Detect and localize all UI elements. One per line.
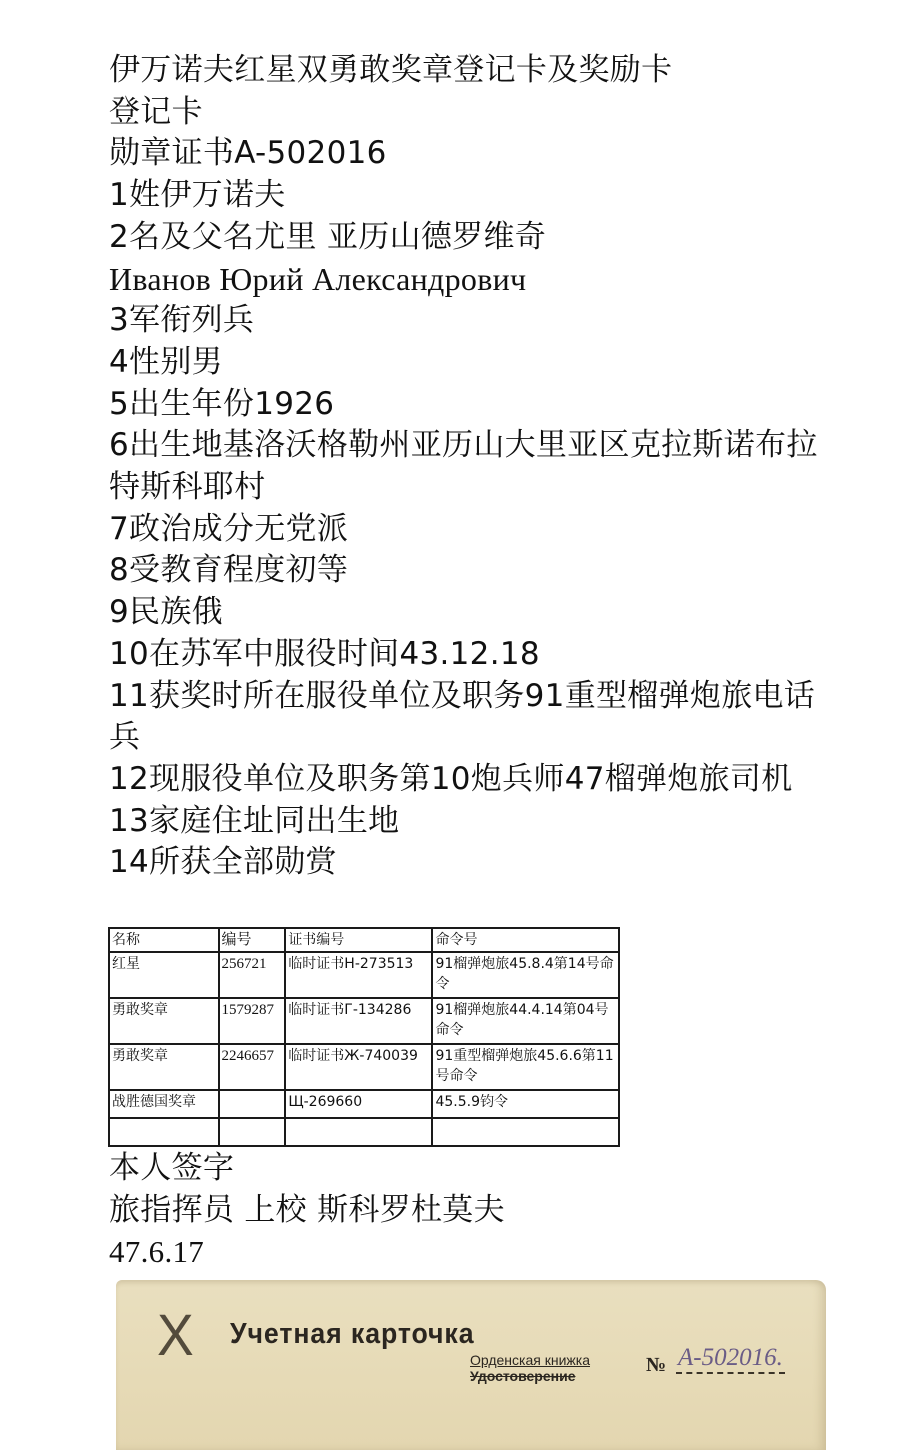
field-nationality: 9民族俄 bbox=[109, 594, 223, 631]
field-birth-year: 5出生年份1926 bbox=[109, 385, 335, 422]
cell-name: 红星 bbox=[109, 952, 219, 998]
table-row bbox=[109, 1044, 619, 1090]
cell-certificate: 临时证书Ж-740039 bbox=[285, 1044, 432, 1090]
field-sex: 4性别男 bbox=[109, 343, 223, 380]
cell-certificate: 临时证书H-273513 bbox=[285, 952, 432, 998]
signature-label: 本人签字 bbox=[109, 1150, 235, 1186]
table-row bbox=[109, 1090, 619, 1118]
handwritten-number: A-502016. bbox=[676, 1344, 785, 1374]
field-all-awards: 14所获全部勋赏 bbox=[109, 844, 337, 881]
cell-number: 256721 bbox=[219, 952, 286, 998]
field-service-start: 10在苏军中服役时间43.12.18 bbox=[109, 635, 540, 672]
field-home-address: 13家庭住址同出生地 bbox=[109, 802, 400, 839]
commander-line: 旅指挥员 上校 斯科罗杜莫夫 bbox=[109, 1191, 505, 1228]
cell-number: 2246657 bbox=[219, 1044, 286, 1090]
field-current-unit: 12现服役单位及职务第10炮兵师47榴弹炮旅司机 bbox=[109, 760, 793, 797]
certificate-number: 勋章证书A-502016 bbox=[109, 135, 387, 172]
table-header-row bbox=[109, 928, 619, 952]
cell-name: 战胜德国奖章 bbox=[109, 1090, 219, 1118]
field-name-russian: Иванов Юрий Александрович bbox=[109, 260, 527, 297]
cell-order bbox=[432, 1118, 619, 1146]
table-row-empty bbox=[109, 1118, 619, 1146]
scan-title: Учетная карточка bbox=[230, 1318, 475, 1350]
cell-number: 1579287 bbox=[219, 998, 286, 1044]
header-order: 命令号 bbox=[432, 928, 619, 952]
document-subtitle: 登记卡 bbox=[109, 93, 203, 130]
scan-book-label-struck: Удостоверение bbox=[470, 1368, 576, 1384]
document-body bbox=[109, 50, 839, 884]
signature-block bbox=[109, 1148, 505, 1273]
document-title: 伊万诺夫红星双勇敢奖章登记卡及奖励卡 bbox=[109, 52, 673, 88]
header-name: 名称 bbox=[109, 928, 219, 952]
cell-number bbox=[219, 1118, 286, 1146]
x-mark-icon: X bbox=[156, 1303, 194, 1368]
cell-name: 勇敢奖章 bbox=[109, 998, 219, 1044]
field-name-patronymic: 2名及父名尤里 亚历山德罗维奇 bbox=[109, 218, 547, 255]
cell-name: 勇敢奖章 bbox=[109, 1044, 219, 1090]
cell-name bbox=[109, 1118, 219, 1146]
cell-certificate: Щ-269660 bbox=[285, 1090, 432, 1118]
number-sign: № bbox=[646, 1354, 667, 1376]
cell-order: 91榴弹炮旅45.8.4第14号命令 bbox=[432, 952, 619, 998]
cell-number bbox=[219, 1090, 286, 1118]
header-certificate: 证书编号 bbox=[285, 928, 432, 952]
signed-date: 47.6.17 bbox=[109, 1234, 205, 1270]
cell-order: 91重型榴弹炮旅45.6.6第11号命令 bbox=[432, 1044, 619, 1090]
field-party: 7政治成分无党派 bbox=[109, 510, 349, 547]
field-unit-at-award: 11获奖时所在服役单位及职务91重型榴弹炮旅电话兵 bbox=[109, 677, 816, 756]
field-rank: 3军衔列兵 bbox=[109, 302, 255, 339]
awards-table bbox=[108, 927, 620, 1147]
field-birthplace: 6出生地基洛沃格勒州亚历山大里亚区克拉斯诺布拉特斯科耶村 bbox=[109, 427, 818, 506]
table-row bbox=[109, 952, 619, 998]
cell-certificate: 临时证书Г-134286 bbox=[285, 998, 432, 1044]
cell-order: 91榴弹炮旅44.4.14第04号命令 bbox=[432, 998, 619, 1044]
cell-certificate bbox=[285, 1118, 432, 1146]
scan-book-label bbox=[470, 1352, 590, 1384]
scanned-card-image bbox=[116, 1280, 826, 1450]
field-education: 8受教育程度初等 bbox=[109, 552, 349, 589]
header-number: 编号 bbox=[219, 928, 286, 952]
table-row bbox=[109, 998, 619, 1044]
scan-book-label-main: Орденская книжка bbox=[470, 1352, 590, 1368]
field-surname: 1姓伊万诺夫 bbox=[109, 177, 286, 214]
cell-order: 45.5.9钧令 bbox=[432, 1090, 619, 1118]
